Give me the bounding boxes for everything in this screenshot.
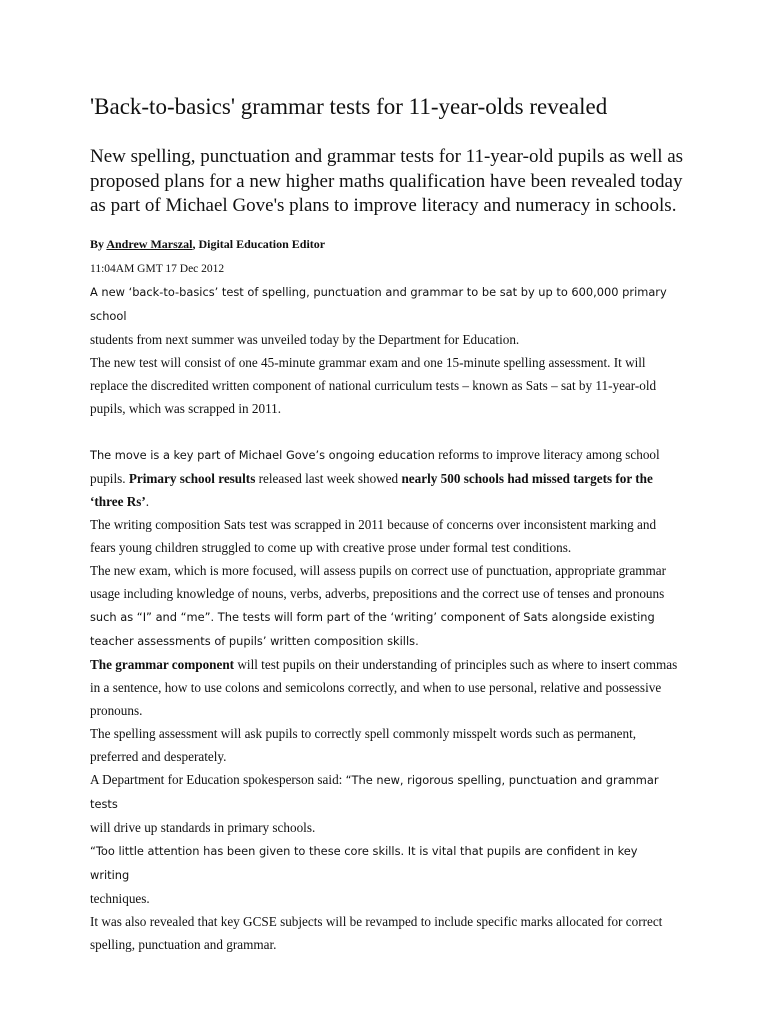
paragraph-8 — [90, 768, 680, 839]
paragraph-4: The writing composition Sats test was scrapped in 2011 because of concerns over inconsistent marking and fears young children struggled to come up with creative prose under formal test conditions. — [90, 517, 657, 555]
paragraph-9 — [90, 839, 680, 910]
standfirst: New spelling, punctuation and grammar tests for 11-year-old pupils as well as proposed plans for a new higher maths qualification have been revealed today as part of Michael Gove's plans to improve literacy and numeracy in schools. — [90, 146, 684, 216]
paragraph-6-part-b: will test pupils on their understanding of principles such as where to insert commas in a sentence, how to use colons and semicolons correctly, and when to use personal, relative and possessive pronouns. — [90, 657, 678, 718]
paragraph-5-part-a: The new exam, which is more focused, will assess pupils on correct use of punctuation, appropriate grammar usage including knowledge of nouns, verbs, adverbs, prepositions and the correct use of tenses and pronouns — [90, 563, 667, 601]
paragraph-8-part-a: A Department for Education spokesperson said: — [90, 772, 346, 787]
paragraph-9-part-b: techniques. — [90, 891, 150, 906]
paragraph-6 — [90, 653, 680, 722]
headline: 'Back-to-basics' grammar tests for 11-year-olds revealed — [90, 94, 608, 119]
byline — [90, 236, 325, 252]
missed-targets-link[interactable]: nearly 500 schools had missed targets for the ‘three Rs’ — [90, 471, 653, 509]
paragraph-8-part-c: will drive up standards in primary schools. — [90, 820, 316, 835]
paragraph-5-part-b: such as “I” and “me”. The tests will form part of the ‘writing’ component of Sats alongside existing teacher assessments of pupils’ written composition skills. — [90, 610, 655, 648]
paragraph-3-part-a: The move is a key part of Michael Gove’s ongoing education — [90, 448, 435, 462]
byline-role: , Digital Education Editor — [192, 237, 326, 251]
paragraph-1-line-2: students from next summer was unveiled today by the Department for Education. — [90, 332, 520, 347]
paragraph-9-part-a: “Too little attention has been given to these core skills. It is vital that pupils are confident in key writing — [90, 844, 638, 882]
paragraph-10: It was also revealed that key GCSE subjects will be revamped to include specific marks allocated for correct spelling, punctuation and grammar. — [90, 914, 663, 952]
article-body — [90, 280, 680, 956]
paragraph-3 — [90, 443, 680, 513]
paragraph-2: The new test will consist of one 45-minute grammar exam and one 15-minute spelling assessment. It will replace the discredited written component of national curriculum tests – known as Sats – sat by 11-year-old pupils, which was scrapped in 2011. — [90, 355, 657, 416]
paragraph-7: The spelling assessment will ask pupils to correctly spell commonly misspelt words such as permanent, preferred and desperately. — [90, 726, 637, 764]
paragraph-5 — [90, 559, 680, 653]
primary-school-results-link[interactable]: Primary school results — [128, 471, 256, 486]
paragraph-1-line-1: A new ‘back-to-basics’ test of spelling, punctuation and grammar to be sat by up to 600,000 primary school — [90, 285, 667, 323]
paragraph-1 — [90, 280, 680, 351]
author-link[interactable]: Andrew Marszal — [106, 237, 193, 251]
byline-prefix: By — [90, 237, 107, 251]
paragraph-3-part-b: reforms to improve literacy among school pupils. — [90, 447, 660, 486]
paragraph-3-part-f: . — [145, 494, 150, 509]
paragraph-3-part-d: released last week showed — [255, 471, 402, 486]
paragraph-8-part-b: “The new, rigorous spelling, punctuation and grammar tests — [90, 773, 659, 811]
grammar-component-link[interactable]: The grammar component — [90, 657, 235, 672]
dateline: 11:04AM GMT 17 Dec 2012 — [90, 263, 225, 275]
